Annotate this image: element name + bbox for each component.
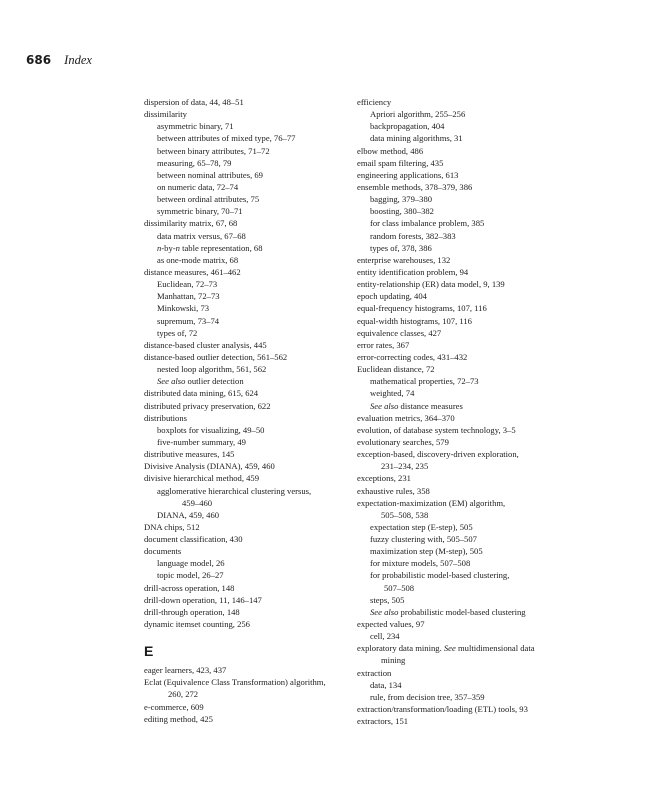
index-entry: e-commerce, 609 (144, 701, 204, 712)
index-entry: dispersion of data, 44, 48–51 (144, 97, 244, 107)
index-subentry: measuring, 65–78, 79 (157, 157, 232, 168)
index-subentry: 231–234, 235 (381, 461, 429, 472)
index-subentry: Manhattan, 72–73 (157, 291, 220, 302)
index-entry: documents (144, 546, 182, 557)
index-entry: drill-down operation, 11, 146–147 (144, 594, 262, 605)
index-entry: eager learners, 423, 437 (144, 665, 227, 676)
index-entry: expected values, 97 (357, 619, 425, 630)
index-entry: distance measures, 461–462 (144, 266, 241, 277)
index-subentry: data, 134 (370, 679, 402, 690)
index-subentry: bagging, 379–380 (370, 194, 433, 205)
index-entry: drill-across operation, 148 (144, 582, 235, 593)
index-entry: editing method, 425 (144, 713, 213, 724)
index-entry: exhaustive rules, 358 (357, 485, 430, 496)
index-entry: dissimilarity (144, 109, 187, 120)
index-entry: ensemble methods, 378–379, 386 (357, 181, 473, 192)
index-subentry: Apriori algorithm, 255–256 (370, 109, 466, 120)
index-subentry: expectation step (E-step), 505 (370, 521, 473, 532)
index-entry: evolution, of database system technology, 3–5 (357, 424, 516, 435)
index-entry: drill-through operation, 148 (144, 606, 240, 617)
index-entry: Divisive Analysis (DIANA), 459, 460 (144, 461, 275, 472)
index-subentry: fuzzy clustering with, 505–507 (370, 534, 477, 545)
index-entry: document classification, 430 (144, 534, 243, 545)
index-entry: epoch updating, 404 (357, 291, 427, 302)
index-subentry: between nominal attributes, 69 (157, 169, 263, 180)
index-subentry: between attributes of mixed type, 76–77 (157, 133, 296, 144)
section-spacer (144, 630, 354, 643)
index-subentry: between ordinal attributes, 75 (157, 194, 260, 205)
index-subentry: data mining algorithms, 31 (370, 133, 463, 144)
index-subentry: See also distance measures (370, 400, 463, 411)
index-entry: entity identification problem, 94 (357, 266, 469, 277)
index-subentry: 505–508, 538 (381, 509, 429, 520)
index-entry: distance-based outlier detection, 561–562 (144, 351, 288, 362)
index-entry: elbow method, 486 (357, 145, 424, 156)
index-subentry: for mixture models, 507–508 (370, 558, 471, 569)
running-head (26, 49, 92, 68)
index-subentry: supremum, 73–74 (157, 315, 220, 326)
index-subentry: Minkowski, 73 (157, 303, 210, 314)
index-subentry: n-by-n table representation, 68 (157, 242, 263, 253)
index-entry: exploratory data mining. See multidimensional data (357, 643, 535, 654)
index-subentry: data matrix versus, 67–68 (157, 230, 246, 241)
index-subentry: for probabilistic model-based clustering, (370, 570, 510, 581)
index-entry: dynamic itemset counting, 256 (144, 619, 250, 630)
index-entry: distributive measures, 145 (144, 449, 235, 460)
index-subentry: DIANA, 459, 460 (157, 509, 220, 520)
index-subentry: Euclidean, 72–73 (157, 279, 218, 290)
index-column-left (144, 96, 354, 725)
index-entry: exceptions, 231 (357, 473, 411, 484)
index-entry: enterprise warehouses, 132 (357, 254, 451, 265)
index-subentry: for class imbalance problem, 385 (370, 218, 485, 229)
index-entry: distributions (144, 412, 187, 423)
index-entry: Euclidean distance, 72 (357, 364, 435, 375)
index-subentry: types of, 378, 386 (370, 242, 432, 253)
index-subentry: 507–508 (384, 582, 415, 593)
index-entry: error rates, 367 (357, 339, 410, 350)
index-entry: extractors, 151 (357, 716, 409, 727)
index-entry: equivalence classes, 427 (357, 327, 442, 338)
index-entry: email spam filtering, 435 (357, 157, 444, 168)
index-subentry: 260, 272 (168, 689, 199, 700)
index-entry: dissimilarity matrix, 67, 68 (144, 218, 238, 229)
index-subentry: topic model, 26–27 (157, 570, 224, 581)
index-entry: expectation-maximization (EM) algorithm, (357, 497, 506, 508)
index-subentry: backpropagation, 404 (370, 121, 445, 132)
index-subentry: rule, from decision tree, 357–359 (370, 691, 485, 702)
index-column-right (357, 96, 567, 727)
index-entry: exception-based, discovery-driven exploration, (357, 449, 519, 460)
index-subentry: mining (381, 655, 406, 666)
index-subentry: as one-mode matrix, 68 (157, 254, 239, 265)
index-entry: equal-frequency histograms, 107, 116 (357, 303, 487, 314)
index-entry: evolutionary searches, 579 (357, 436, 449, 447)
index-subentry: language model, 26 (157, 558, 225, 569)
index-subentry: See also probabilistic model-based clustering (370, 606, 526, 617)
index-entry: engineering applications, 613 (357, 169, 459, 180)
page-title: Index (64, 53, 92, 67)
index-subentry: 459–460 (182, 497, 213, 508)
index-subentry: random forests, 382–383 (370, 230, 456, 241)
index-subentry: on numeric data, 72–74 (157, 181, 239, 192)
index-subentry: cell, 234 (370, 631, 400, 642)
index-subentry: boosting, 380–382 (370, 206, 434, 217)
index-subentry: weighted, 74 (370, 388, 415, 399)
index-entry: Eclat (Equivalence Class Transformation) algorithm, (144, 677, 326, 688)
index-subentry: agglomerative hierarchical clustering versus, (157, 485, 312, 496)
index-subentry: symmetric binary, 70–71 (157, 206, 243, 217)
index-subentry: maximization step (M-step), 505 (370, 546, 483, 557)
index-entry: extraction/transformation/loading (ETL) tools, 93 (357, 704, 528, 715)
index-entry: entity-relationship (ER) data model, 9, 139 (357, 279, 505, 290)
index-entry: distance-based cluster analysis, 445 (144, 339, 267, 350)
index-subentry: between binary attributes, 71–72 (157, 145, 270, 156)
index-entry: distributed data mining, 615, 624 (144, 388, 259, 399)
index-subentry: See also outlier detection (157, 376, 244, 387)
index-entry: distributed privacy preservation, 622 (144, 400, 271, 411)
section-letter-heading: E (144, 643, 154, 660)
index-entry: efficiency (357, 97, 392, 107)
index-subentry: steps, 505 (370, 594, 405, 605)
index-subentry: mathematical properties, 72–73 (370, 376, 479, 387)
page-number: 686 (26, 53, 52, 67)
index-entry: extraction (357, 667, 392, 678)
index-subentry: nested loop algorithm, 561, 562 (157, 364, 267, 375)
index-entry: evaluation metrics, 364–370 (357, 412, 455, 423)
index-entry: equal-width histograms, 107, 116 (357, 315, 472, 326)
index-entry: error-correcting codes, 431–432 (357, 351, 468, 362)
index-subentry: asymmetric binary, 71 (157, 121, 234, 132)
index-subentry: five-number summary, 49 (157, 436, 246, 447)
index-subentry: boxplots for visualizing, 49–50 (157, 424, 265, 435)
index-subentry: types of, 72 (157, 327, 198, 338)
index-entry: DNA chips, 512 (144, 521, 200, 532)
index-entry: divisive hierarchical method, 459 (144, 473, 260, 484)
